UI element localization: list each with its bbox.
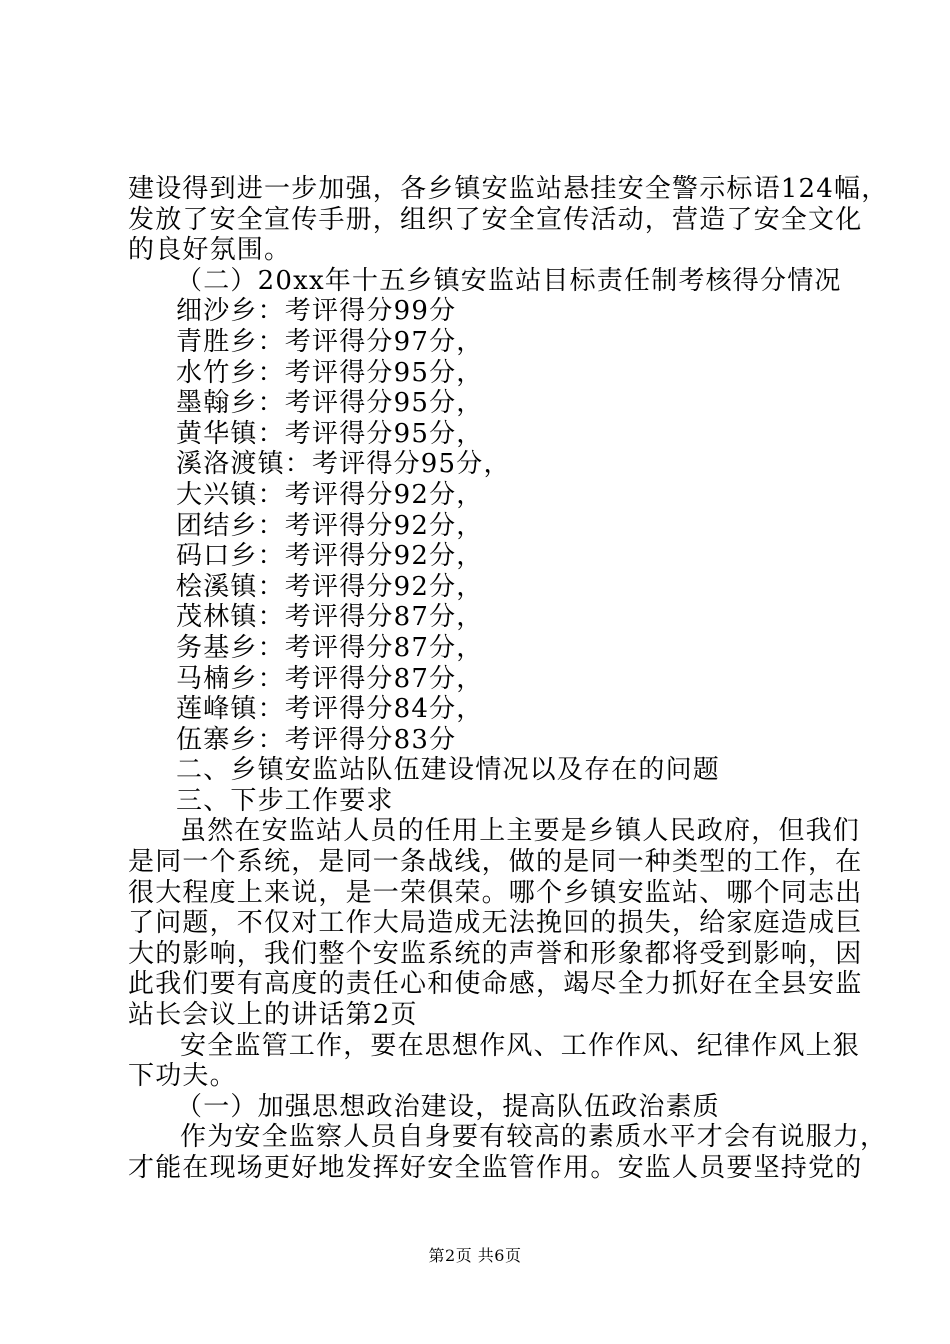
score-item: 青胜乡：考评得分97分， (176, 326, 484, 357)
text-line: 发放了安全宣传手册，组织了安全宣传活动，营造了安全文化 (128, 204, 863, 235)
section-heading: （一）加强思想政治建设，提高队伍政治素质 (176, 1091, 721, 1122)
body-text (128, 174, 889, 1184)
score-item: 茂林镇：考评得分87分， (176, 602, 484, 633)
score-item: 马楠乡：考评得分87分， (176, 663, 484, 694)
paragraph-line: 大的影响，我们整个安监系统的声誉和形象都将受到影响，因 (128, 938, 863, 969)
text-line: 建设得到进一步加强，各乡镇安监站悬挂安全警示标语124幅， (128, 174, 889, 204)
score-item: 大兴镇：考评得分92分， (176, 479, 484, 510)
section-heading: （二）20xx年十五乡镇安监站目标责任制考核得分情况 (176, 265, 842, 296)
paragraph-line: 此我们要有高度的责任心和使命感，竭尽全力抓好在全县安监 (128, 969, 863, 1000)
score-item: 务基乡：考评得分87分， (176, 632, 484, 663)
page-footer: 第2页 共6页 (428, 1246, 522, 1265)
paragraph-line: 才能在现场更好地发挥好安全监管作用。安监人员要坚持党的 (128, 1153, 863, 1183)
paragraph-line: 下功夫。 (128, 1061, 237, 1092)
paragraph-line: 作为安全监察人员自身要有较高的素质水平才会有说服力， (180, 1122, 888, 1153)
paragraph-line: 很大程度上来说，是一荣俱荣。哪个乡镇安监站、哪个同志出 (128, 877, 863, 908)
paragraph-line: 站长会议上的讲话第2页 (128, 1000, 418, 1031)
text-line: 的良好氛围。 (128, 235, 292, 266)
score-item: 码口乡：考评得分92分， (176, 541, 484, 572)
score-item: 水竹乡：考评得分95分， (176, 357, 484, 388)
score-item: 细沙乡：考评得分99分 (176, 296, 457, 327)
section-heading: 二、乡镇安监站队伍建设情况以及存在的问题 (176, 755, 721, 786)
paragraph-line: 了问题，不仅对工作大局造成无法挽回的损失，给家庭造成巨 (128, 908, 863, 939)
score-item: 伍寨乡：考评得分83分 (176, 724, 457, 755)
score-item: 桧溪镇：考评得分92分， (176, 571, 484, 602)
paragraph-line: 是同一个系统，是同一条战线，做的是同一种类型的工作，在 (128, 847, 863, 878)
score-item: 莲峰镇：考评得分84分， (176, 694, 484, 725)
score-item: 黄华镇：考评得分95分， (176, 418, 484, 449)
score-item: 溪洛渡镇：考评得分95分， (176, 449, 511, 480)
paragraph-line: 安全监管工作，要在思想作风、工作作风、纪律作风上狠 (180, 1030, 861, 1061)
score-item: 墨翰乡：考评得分95分， (176, 388, 484, 419)
paragraph-line: 虽然在安监站人员的任用上主要是乡镇人民政府，但我们 (180, 816, 861, 847)
section-heading: 三、下步工作要求 (176, 785, 394, 816)
score-item: 团结乡：考评得分92分， (176, 510, 484, 541)
